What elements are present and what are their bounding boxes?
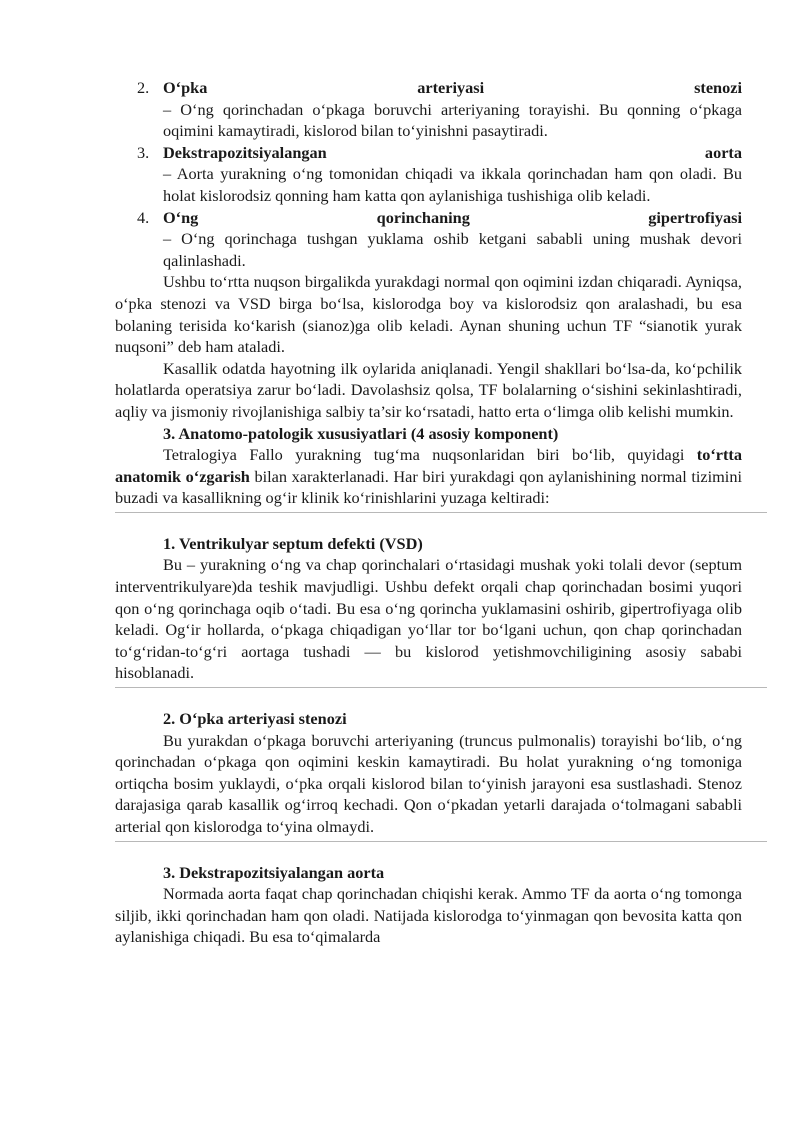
list-item-text: – Aorta yurakning o‘ng tomonidan chiqadi va ikkala qorinchadan ham qon oladi. Bu holat kislorodsiz qonning ham katta qon aylanishiga tushishiga olib keladi. (163, 164, 742, 205)
list-item-heading: O‘ng qorinchaning gipertrofiyasi (163, 207, 742, 227)
component-text-vsd: Bu – yurakning o‘ng va chap qorinchalari o‘rtasidagi mushak yoki tolali devor (septum interventrikulyare)da teshik mavjudligi. Ushbu defekt orqali chap qorinchadan bosimi yuqori qon o‘ng qorinchaga oqib o‘tadi. Bu esa o‘ng qorincha yuklamasini oshirib, gipertrofiyaga olib keladi. Og‘ir hollarda, o‘pkaga chiqadigan yo‘llar tor bo‘lgani uchun, qon chap qorinchadan to‘g‘ridan-to‘g‘ri aortaga tushadi — bu kislorod yetishmovchiligining asosiy sababi hisoblanadi. (115, 555, 742, 683)
component-heading-aorta: 3. Dekstrapozitsiyalangan aorta (163, 862, 385, 882)
list-item-ventricular-hypertrophy (137, 207, 742, 272)
list-item-text: – O‘ng qorinchaga tushgan yuklama oshib ketgani sababli uning mushak devori qalinlashadi. (163, 229, 742, 270)
list-item-heading: Dekstrapozitsiyalangan aorta (163, 142, 742, 162)
list-item-heading: O‘pka arteriyasi stenozi (163, 78, 742, 97)
list-number: 2. (137, 78, 150, 97)
section-divider (115, 687, 767, 688)
section-divider (115, 512, 767, 513)
component-heading-stenosis: 2. O‘pka arteriyasi stenozi (163, 709, 347, 729)
summary-paragraph: Ushbu to‘rtta nuqson birgalikda yurakdagi normal qon oqimini izdan chiqaradi. Ayniqsa, o‘pka stenozi va VSD birga bo‘lsa, kislorodga boy va kislorodsiz qon aralashadi, bu esa bolaning terisida ko‘karish (sianoz)ga olib keladi. Aynan shuning uchun TF “sianotik yurak nuqsoni” deb ham ataladi. (115, 272, 742, 357)
list-item-pulmonary-stenosis (137, 77, 742, 142)
component-text-aorta: Normada aorta faqat chap qorinchadan chiqishi kerak. Ammo TF da aorta o‘ng tomonga siljib, ikki qorinchadan ham qon oladi. Natijada kislorodga to‘yinmagan qon bevosita katta qon aylanishiga chiqadi. Bu esa to‘qimalarda (115, 884, 742, 947)
list-item-dextroposed-aorta (137, 142, 742, 207)
section-divider (115, 841, 767, 842)
list-number: 3. (137, 142, 150, 162)
list-number: 4. (137, 207, 150, 227)
component-heading-vsd: 1. Ventrikulyar septum defekti (VSD) (163, 533, 423, 553)
diagnosis-paragraph: Kasallik odatda hayotning ilk oylarida aniqlanadi. Yengil shakllari bo‘lsa-da, ko‘pchilik holatlarda operatsiya zarur bo‘ladi. Davolashsiz qolsa, TF bolalarning o‘sishini sekinlashtiradi, aqliy va jismoniy rivojlanishiga salbiy ta’sir ko‘rsatadi, hatto erta o‘limga olib kelishi mumkin. (115, 358, 742, 421)
intro-paragraph: Tetralogiya Fallo yurakning tug‘ma nuqsonlaridan biri bo‘lib, quyidagi to‘rtta anatomik o‘zgarish bilan xarakterlanadi. Har biri yurakdagi qon aylanishining normal tizimini buzadi va kasallikning og‘ir klinik ko‘rinishlarini yuzaga keltiradi: (115, 445, 742, 508)
emphasis-text: to‘rtta anatomik o‘zgarish (115, 445, 742, 486)
list-item-text: – O‘ng qorinchadan o‘pkaga boruvchi arteriyaning torayishi. Bu qonning o‘pkaga oqimini kamaytiradi, kislorod bilan to‘yinishni pasaytiradi. (163, 99, 742, 141)
section-heading: 3. Anatomo-patologik xususiyatlari (4 asosiy komponent) (163, 423, 559, 443)
component-text-stenosis: Bu yurakdan o‘pkaga boruvchi arteriyaning (truncus pulmonalis) torayishi bo‘lib, o‘ng qorinchadan o‘pkaga qon oqimini keskin kamaytiradi. Bu holat yurakning o‘ng tomoniga ortiqcha bosim yuklaydi, o‘pka orqali kislorod bilan to‘yinish jarayoni esa sustlashadi. Stenoz darajasiga qarab kasallik og‘irroq kechadi. Qon o‘pkadan yetarli darajada o‘tolmagani sababli arterial qon kislorodga to‘yina olmaydi. (115, 730, 742, 836)
